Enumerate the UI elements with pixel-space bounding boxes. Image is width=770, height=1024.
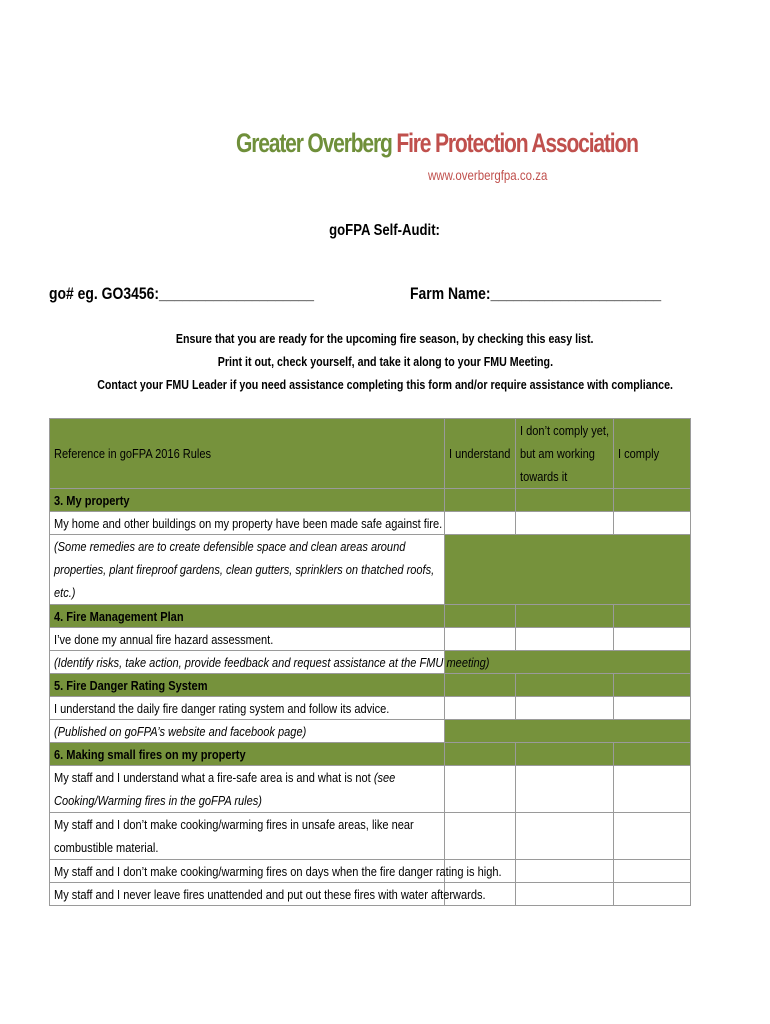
- table-row: [50, 860, 691, 883]
- go-number-field[interactable]: go# eg. GO3456:____________________: [49, 284, 315, 303]
- checkbox-working-towards[interactable]: [516, 512, 614, 535]
- section-header-row: [50, 605, 691, 628]
- row-text: My staff and I don’t make cooking/warming fires on days when the fire danger rating is high.: [50, 860, 445, 883]
- row-note: (Identify risks, take action, provide feedback and request assistance at the FMU meeting): [50, 651, 445, 674]
- checkbox-i-comply[interactable]: [614, 813, 691, 860]
- table-header-row: [50, 419, 691, 489]
- header-i-understand: I understand: [445, 419, 516, 489]
- row-text: My home and other buildings on my property have been made safe against fire.: [50, 512, 445, 535]
- table-row: [50, 883, 691, 906]
- row-note: (Some remedies are to create defensible space and clean areas around properties, plant fireproof gardens, clean gutters, sprinklers on thatched roofs, etc.): [50, 535, 445, 605]
- section-header-row: [50, 489, 691, 512]
- table-row: [50, 628, 691, 651]
- instruction-line-2: Print it out, check yourself, and take it along to your FMU Meeting.: [217, 354, 553, 369]
- section-header-row: [50, 743, 691, 766]
- logo: [236, 128, 638, 159]
- self-audit-table: [49, 418, 691, 906]
- table-row: [50, 813, 691, 860]
- checkbox-i-comply[interactable]: [614, 766, 691, 813]
- logo-name-red: Fire Protection Association: [396, 128, 638, 158]
- logo-name-green: Greater Overberg: [236, 128, 392, 158]
- table-row: [50, 512, 691, 535]
- table-row: [50, 720, 691, 743]
- table-row: [50, 535, 691, 605]
- section-title: 5. Fire Danger Rating System: [50, 674, 445, 697]
- section-title: 3. My property: [50, 489, 445, 512]
- checkbox-i-comply[interactable]: [614, 628, 691, 651]
- checkbox-working-towards[interactable]: [516, 697, 614, 720]
- row-text: My staff and I don’t make cooking/warming fires in unsafe areas, like near combustible material.: [50, 813, 445, 860]
- shaded-cell: [445, 535, 691, 605]
- row-text: I’ve done my annual fire hazard assessment.: [50, 628, 445, 651]
- checkbox-i-understand[interactable]: [445, 766, 516, 813]
- checkbox-i-understand[interactable]: [445, 628, 516, 651]
- checkbox-working-towards[interactable]: [516, 860, 614, 883]
- logo-url: www.overbergfpa.co.za: [428, 167, 548, 183]
- shaded-cell: [445, 720, 691, 743]
- section-title: 4. Fire Management Plan: [50, 605, 445, 628]
- row-text: My staff and I understand what a fire-safe area is and what is not (see Cooking/Warming fires in the goFPA rules): [50, 766, 445, 813]
- section-title: 6. Making small fires on my property: [50, 743, 445, 766]
- table-row: [50, 766, 691, 813]
- page-title: goFPA Self-Audit:: [329, 222, 441, 239]
- row-note: (Published on goFPA’s website and facebook page): [50, 720, 445, 743]
- instruction-line-3: Contact your FMU Leader if you need assistance completing this form and/or require assistance with compliance.: [97, 377, 673, 392]
- instruction-line-1: Ensure that you are ready for the upcoming fire season, by checking this easy list.: [176, 331, 594, 346]
- checkbox-working-towards[interactable]: [516, 813, 614, 860]
- checkbox-i-understand[interactable]: [445, 697, 516, 720]
- farm-name-field[interactable]: Farm Name:______________________: [410, 284, 662, 303]
- row-text: I understand the daily fire danger rating system and follow its advice.: [50, 697, 445, 720]
- checkbox-i-comply[interactable]: [614, 512, 691, 535]
- checkbox-working-towards[interactable]: [516, 883, 614, 906]
- checkbox-i-comply[interactable]: [614, 883, 691, 906]
- checkbox-working-towards[interactable]: [516, 766, 614, 813]
- checkbox-working-towards[interactable]: [516, 628, 614, 651]
- header-i-comply: I comply: [614, 419, 691, 489]
- checkbox-i-understand[interactable]: [445, 813, 516, 860]
- checkbox-i-comply[interactable]: [614, 697, 691, 720]
- section-header-row: [50, 674, 691, 697]
- checkbox-i-comply[interactable]: [614, 860, 691, 883]
- header-reference: Reference in goFPA 2016 Rules: [50, 419, 445, 489]
- row-text: My staff and I never leave fires unattended and put out these fires with water afterwards.: [50, 883, 445, 906]
- header-working-towards: I don’t comply yet, but am working towards it: [516, 419, 614, 489]
- checkbox-i-understand[interactable]: [445, 512, 516, 535]
- table-row: [50, 651, 691, 674]
- table-row: [50, 697, 691, 720]
